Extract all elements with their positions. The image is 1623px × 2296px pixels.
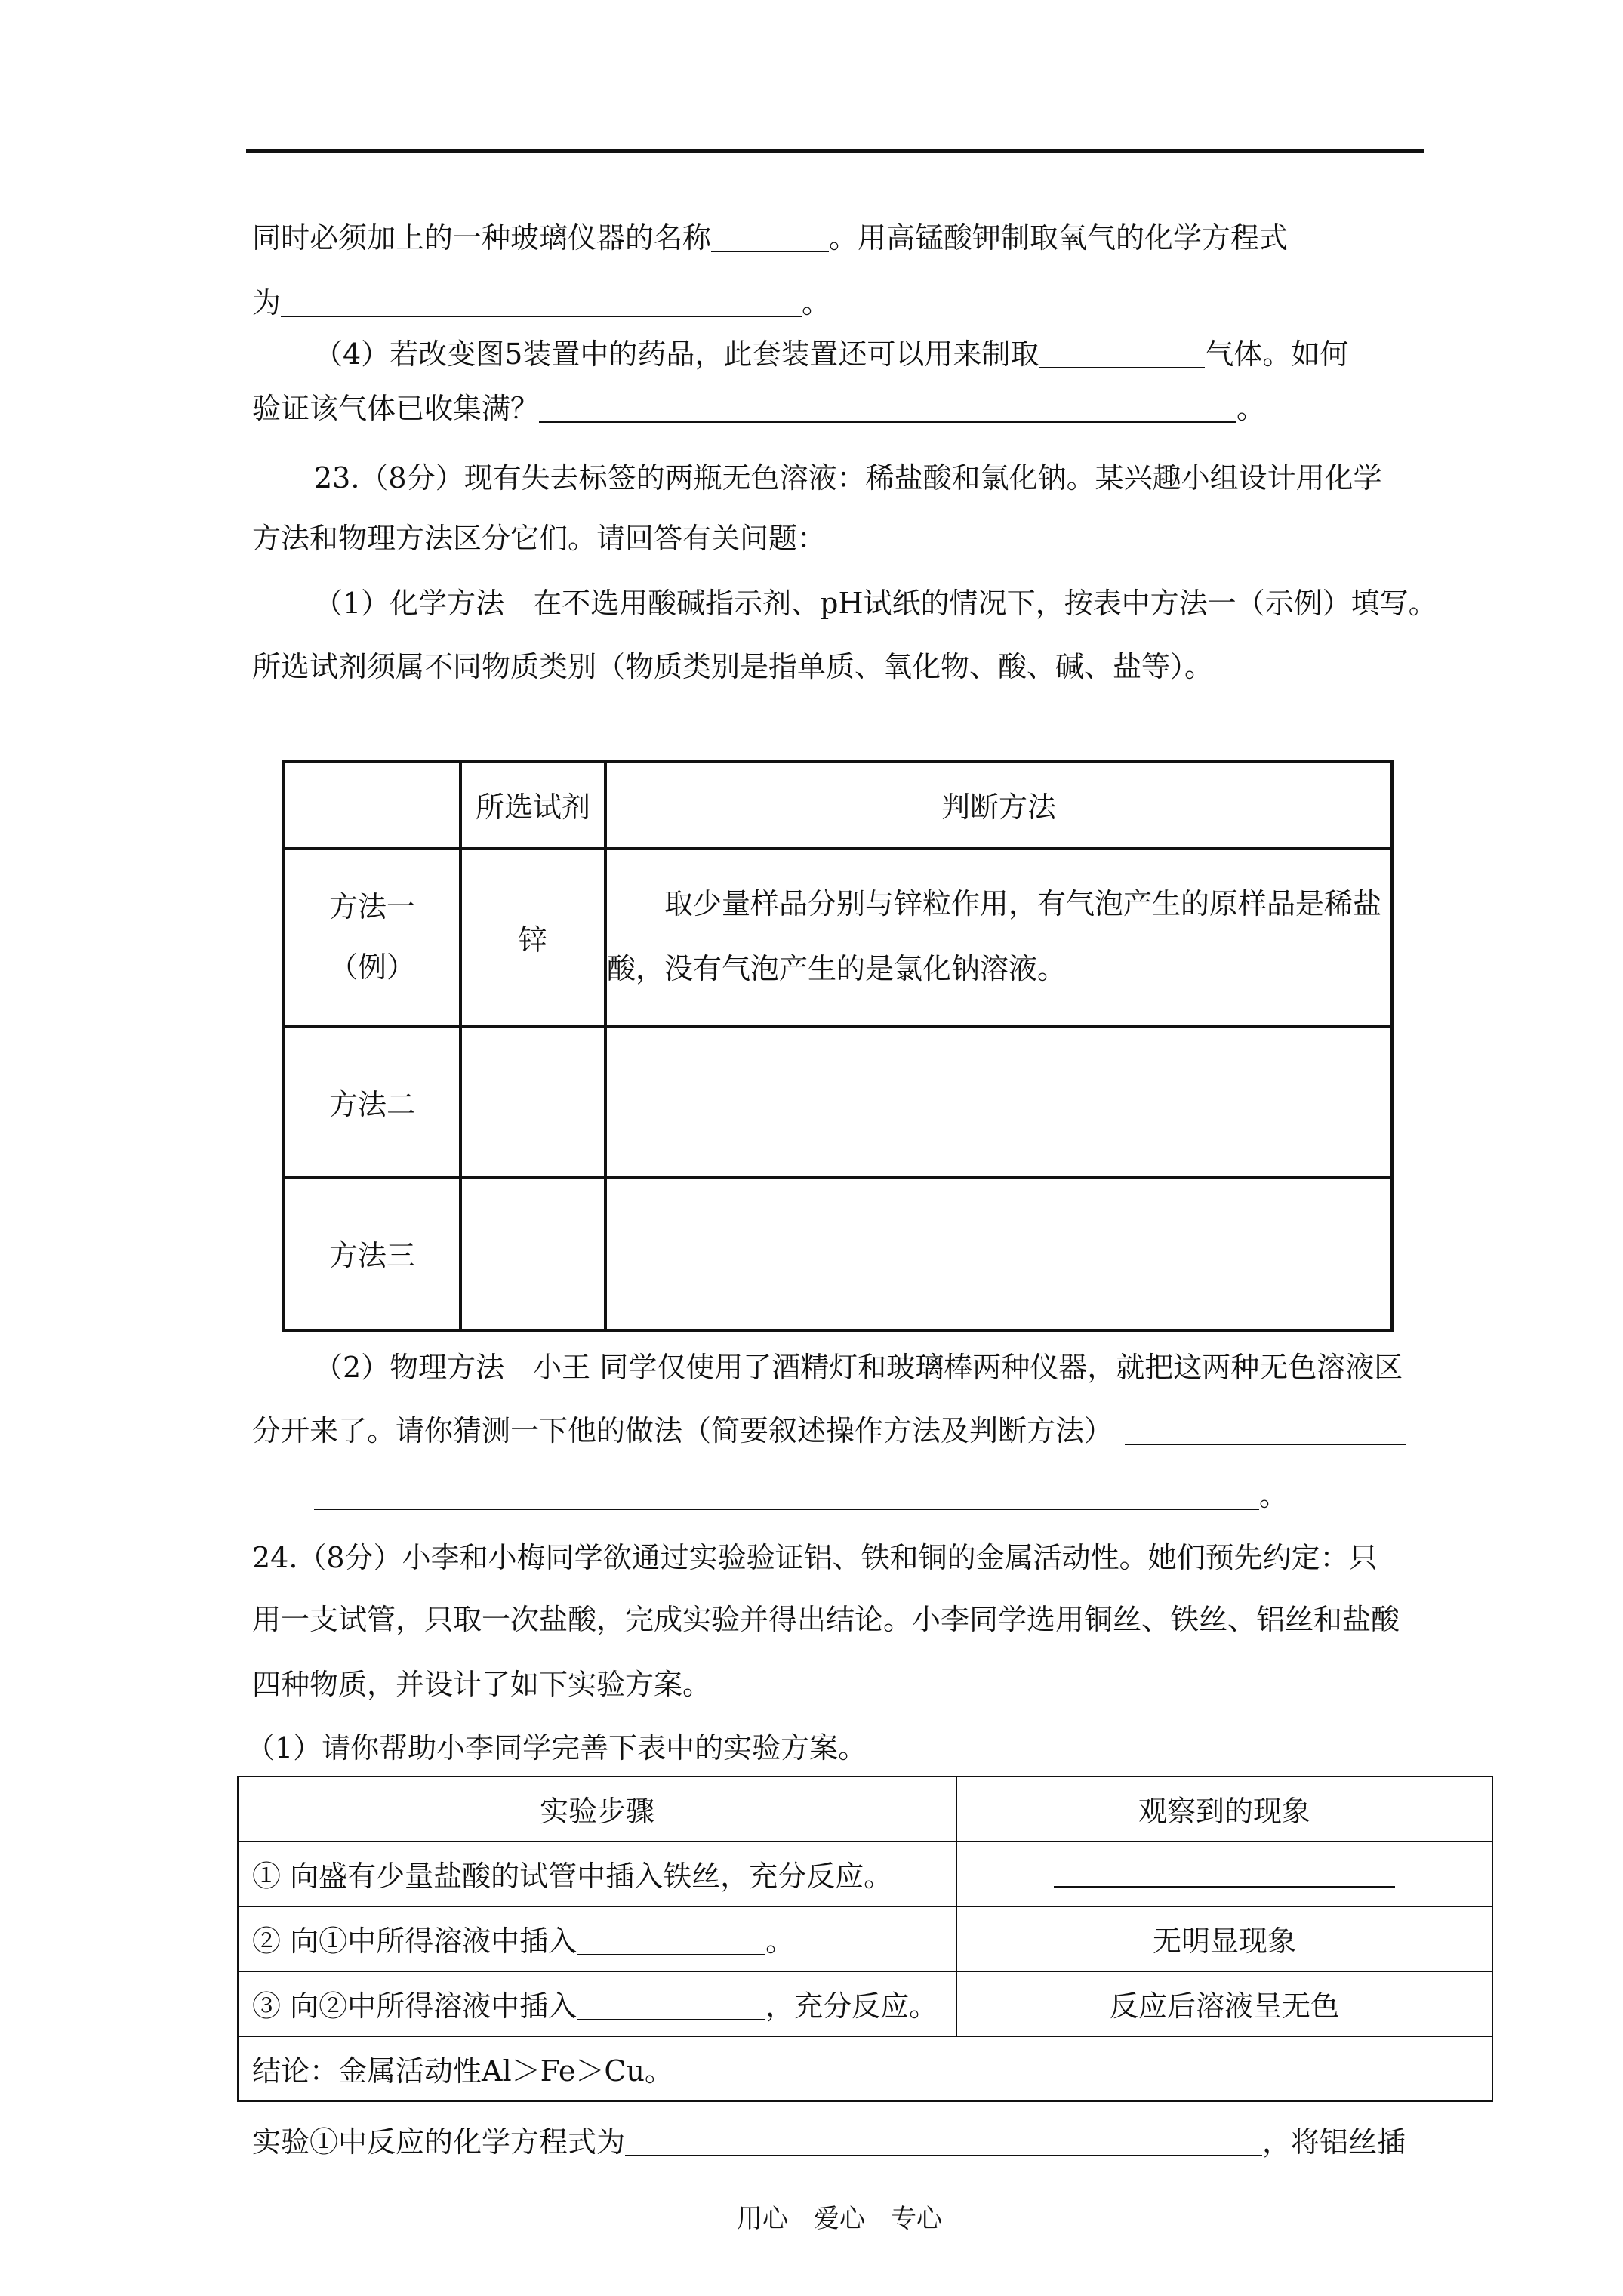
text-segment: ② 向①中所得溶液中插入 [252, 1925, 577, 1958]
method-cell[interactable] [605, 1178, 1392, 1330]
answer-blank[interactable] [1054, 1857, 1395, 1888]
table-row [238, 1971, 1492, 2036]
q22-line-1 [252, 216, 1288, 257]
q22-line-3 [314, 332, 1348, 373]
text-segment: 。 [765, 1925, 795, 1958]
text-segment: 。用高锰酸钾制取氧气的化学方程式 [829, 222, 1289, 255]
q23-line-4: 所选试剂须属不同物质类别（物质类别是指单质、氧化物、酸、碱、盐等）。 [252, 651, 1214, 684]
text-segment: ③ 向②中所得溶液中插入 [252, 1989, 577, 2023]
method-label: 方法一 [328, 891, 415, 924]
q24-line-4: （1）请你帮助小李同学完善下表中的实验方案。 [246, 1732, 867, 1765]
text-segment: （4）若改变图5装置中的药品，此套装置还可以用来制取 [314, 338, 1039, 371]
answer-blank[interactable] [577, 1989, 765, 2020]
observation-cell: 无明显现象 [956, 1906, 1492, 1971]
table-row [284, 1027, 1392, 1178]
q22-line-2 [252, 281, 830, 322]
q23-line-1: 23.（8分）现有失去标签的两瓶无色溶液：稀盐酸和氯化钠。某兴趣小组设计用化学 [314, 462, 1382, 495]
answer-blank[interactable] [625, 2126, 1262, 2156]
table-header-cell: 实验步骤 [238, 1777, 956, 1841]
q23-line-2: 方法和物理方法区分它们。请回答有关问题： [252, 522, 827, 556]
chemical-method-table [282, 760, 1394, 1332]
text-segment: ，充分反应。 [765, 1989, 938, 2023]
table-header-cell: 观察到的现象 [956, 1777, 1492, 1841]
method-text-line: 取少量样品分别与锌粒作用，有气泡产生的原样品是稀盐 [664, 888, 1382, 921]
reagent-cell: 锌 [460, 849, 605, 1027]
answer-blank[interactable] [1125, 1415, 1406, 1445]
text-segment: 。 [1236, 393, 1266, 426]
q23-line-3: （1）化学方法 在不选用酸碱指示剂、pH试纸的情况下，按表中方法一（示例）填写。 [314, 587, 1437, 621]
reagent-cell[interactable] [460, 1178, 605, 1330]
text-segment: 实验①中反应的化学方程式为 [252, 2126, 626, 2159]
text-segment: 。 [802, 287, 831, 320]
header-rule [246, 149, 1424, 153]
step-cell [238, 1906, 956, 1971]
table-row [238, 1841, 1492, 1906]
answer-blank[interactable] [1039, 338, 1205, 368]
answer-blank[interactable] [539, 393, 1236, 423]
text-segment: 验证该气体已收集满？ [252, 393, 540, 426]
table-header-cell: 判断方法 [605, 761, 1392, 849]
method-text-line: 酸，没有气泡产生的是氯化钠溶液。 [607, 953, 1067, 986]
table-row [284, 849, 1392, 1027]
method-label-cell: 方法三 [284, 1178, 460, 1330]
q24-line-1: 24.（8分）小李和小梅同学欲通过实验验证铝、铁和铜的金属活动性。她们预先约定：只 [252, 1542, 1378, 1575]
q23-line-7 [314, 1474, 1288, 1515]
method-label-cell [284, 849, 460, 1027]
answer-blank[interactable] [577, 1925, 765, 1955]
text-segment: 同时必须加上的一种玻璃仪器的名称 [252, 222, 712, 255]
example-tag: （例） [328, 951, 415, 985]
table-row [238, 1906, 1492, 1971]
step-cell [238, 1971, 956, 2036]
text-segment: ，将铝丝插 [1262, 2126, 1406, 2159]
observation-cell [956, 1841, 1492, 1906]
answer-blank[interactable] [281, 287, 802, 317]
q23-line-6 [252, 1409, 1406, 1450]
table-row [284, 1178, 1392, 1330]
answer-blank[interactable] [711, 222, 829, 252]
table-header-cell [284, 761, 460, 849]
reagent-cell[interactable] [460, 1027, 605, 1178]
q24-line-2: 用一支试管，只取一次盐酸，完成实验并得出结论。小李同学选用铜丝、铁丝、铝丝和盐酸 [252, 1604, 1400, 1637]
table-header-row [238, 1777, 1492, 1841]
q24-line-3: 四种物质，并设计了如下实验方案。 [252, 1669, 712, 1702]
answer-blank[interactable] [314, 1480, 1259, 1510]
conclusion-cell: 结论：金属活动性Al＞Fe＞Cu。 [238, 2036, 1492, 2101]
q22-line-4 [252, 387, 1265, 427]
table-header-cell: 所选试剂 [460, 761, 605, 849]
step-cell: ① 向盛有少量盐酸的试管中插入铁丝，充分反应。 [238, 1841, 956, 1906]
q24-line-5 [252, 2120, 1406, 2161]
table-row [238, 2036, 1492, 2101]
text-segment: 。 [1259, 1480, 1289, 1513]
experiment-table [237, 1776, 1493, 2102]
text-segment: 为 [252, 287, 282, 320]
text-segment: 气体。如何 [1205, 338, 1349, 371]
method-label-cell: 方法二 [284, 1027, 460, 1178]
observation-cell: 反应后溶液呈无色 [956, 1971, 1492, 2036]
method-cell[interactable] [605, 1027, 1392, 1178]
text-segment: 分开来了。请你猜测一下他的做法（简要叙述操作方法及判断方法） [252, 1415, 1113, 1448]
page-footer: 用心 爱心 专心 [737, 2205, 942, 2235]
method-cell [605, 849, 1392, 1027]
table-header-row [284, 761, 1392, 849]
q23-line-5: （2）物理方法 小王 同学仅使用了酒精灯和玻璃棒两种仪器，就把这两种无色溶液区 [314, 1351, 1403, 1385]
